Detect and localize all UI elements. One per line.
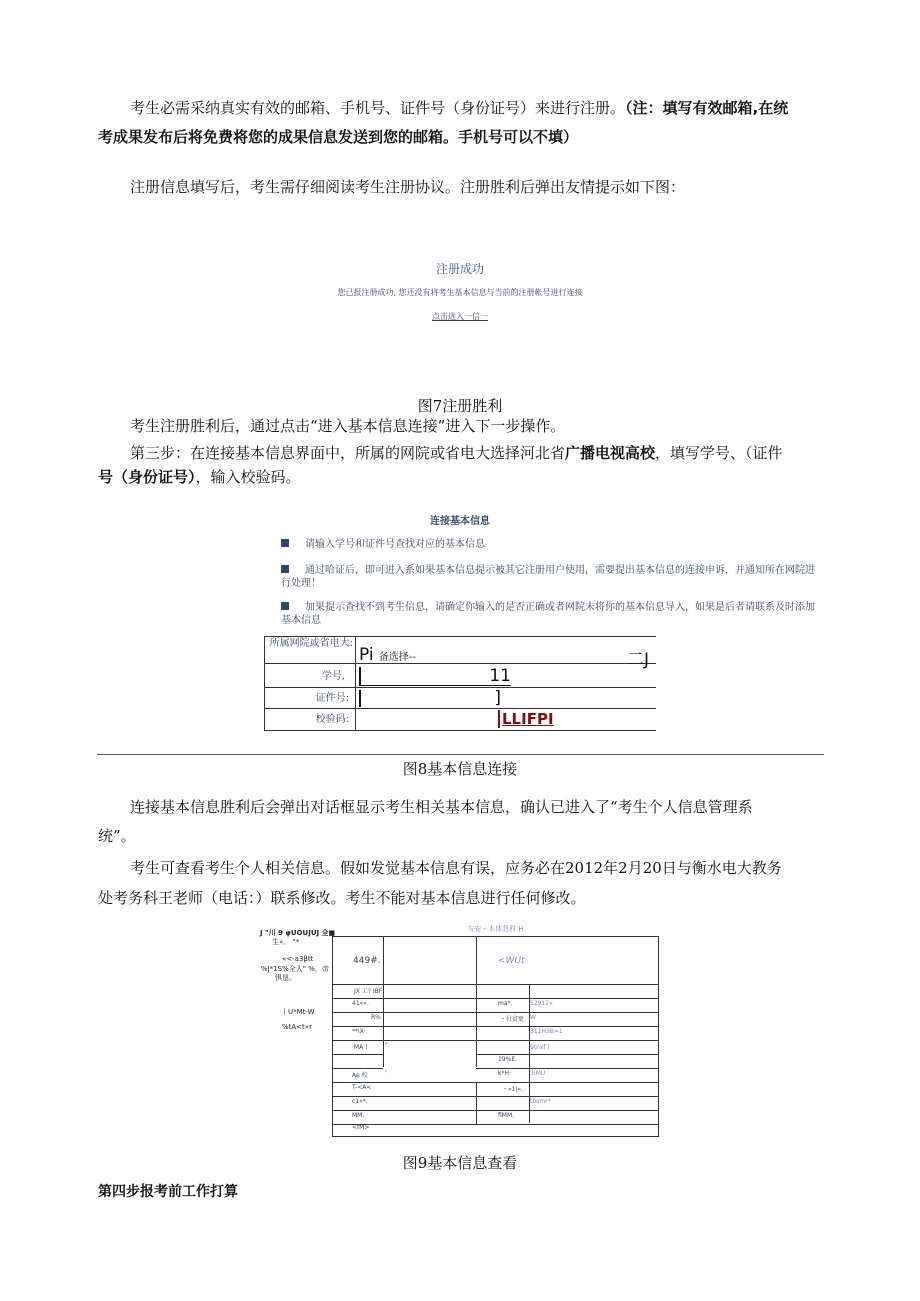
info-cell-text: <fM> [352,1124,370,1131]
side-text: %J*1S%全人" %，帝 [261,965,329,973]
paragraph [98,462,301,492]
info-cell-text: T-<A< [352,1084,372,1091]
info-cell-text: 41««. [352,1000,369,1007]
captcha-image[interactable]: LLIFPI [498,710,554,728]
text: 第三步：在连接基本信息界面中，所属的网院或省电大选择河北省 [130,444,566,462]
text: ，填写学号、（证件 [655,444,783,462]
side-text: 惧垦。 [275,974,296,982]
info-cell-text: flMM. [498,1112,515,1119]
info-title: 与安・本体息科 H [467,925,524,933]
info-cell-text: <WUt [498,956,525,966]
paragraph: 考生可查看考生个人相关信息。假如发觉基本信息有误，应务必在2012年2月20日与衡水电大教务 [130,859,782,877]
dialog-message: 您已报注册成功, 您还没有将考生基本信息与当前的注册帐号进行连接 [337,288,583,297]
continue-link[interactable]: 点击进入一信一 [432,312,488,321]
info-table [332,936,659,1137]
paragraph: 处考务科王老师（电话：）联系修改。考生不能对基本信息进行任何修改。 [98,889,586,907]
info-cell-text: JX 工? IBF [354,988,383,995]
bullet-icon [281,565,289,573]
note-text: （注：填写有效邮箱,在统 [625,99,789,117]
link-form [264,636,656,731]
bullet [281,601,821,627]
dialog-title: 注册成功 [435,262,484,276]
info-cell-text: Ae 校 [352,1072,368,1079]
side-text: 丨U*Mt-W [281,1008,315,1016]
label-id-number: 证件号: [315,693,349,704]
panel-title: 连接基本信息 [430,516,490,527]
bullet-text: 请输入学号和证件号查找对应的基本信息 [305,539,485,550]
side-text: %tA<t»r [282,1023,312,1031]
paragraph: 连接基本信息胜利后会弹出对话框显示考生相关基本信息，确认已进入了“考生个人信息管理系 [130,798,753,816]
bullet [281,538,821,551]
info-cell-text: R% [371,1014,381,1021]
paragraph: 统”。 [98,827,136,845]
figure-caption: 图8基本信息连接 [402,760,518,778]
label-student-id: 学号, [321,671,345,682]
bullet-text: 通过哈证后，即可进入系如果基本信息提示被其它注册用户使用，需要提出基本信息的连接申诉，并通知所在网院进行处理！ [281,565,815,589]
paragraph: 考生注册胜利后，通过点击“进入基本信息连接”进入下一步操作。 [130,417,566,435]
side-text: 生«。 "* [272,938,300,946]
bullet-icon [281,602,289,610]
label-captcha: 校验码: [315,714,349,725]
info-cell-text: W [530,1014,536,1021]
info-cell-text: k*H· [498,1070,511,1077]
student-id-input[interactable]: 11 [359,667,511,686]
info-cell-text: MM. [352,1112,365,1119]
paragraph: 注册信息填写后，考生需仔细阅读考生注册协议。注册胜利后弹出友情提示如下图： [130,178,686,196]
info-cell-text: ・付贫更. [500,1016,526,1023]
side-text: J "川 9 φUOUJUJ 全■ [260,929,336,937]
divider [97,754,824,755]
section-heading: 第四步报考前工作打算 [98,1184,238,1200]
select-prefix: Pi [359,645,374,665]
info-cell-text: ma*. [498,1000,513,1007]
info-cell-text: 52912« [530,1000,553,1007]
side-text: «<-a3βtt [282,955,314,963]
info-cell-text: ". [385,1042,390,1049]
text: 广播电视高校 [565,444,656,462]
info-cell-text: ·MA丨 [352,1044,370,1051]
info-cell-text: ・«1|«. [502,1086,524,1093]
info-cell-text: 3IMU [530,1070,546,1077]
figure-caption: 图9基本信息查看 [402,1154,518,1172]
text: 号（身份证号） [98,468,196,486]
info-cell-text: ' [385,1070,387,1077]
bullet [281,564,821,590]
bullet-text: 加果提示查找不到考生信息，请确定你输入的是否正确或者网院未将你的基本信息导入，如果是后者请联系及时添加基本信息 [281,602,815,626]
figure-caption: 图7注册胜利 [417,397,503,415]
chevron-down-icon: 二J [626,650,649,670]
text: 考生必需采纳真实有效的邮箱、手机号、证件号（身份证号）来进行注册。 [130,99,626,117]
text: ，输入校验码。 [195,468,301,486]
info-cell-text: 311H3B=1 [530,1028,563,1035]
label-school: 所属网院或省电大: [269,638,353,649]
school-select[interactable] [359,645,649,670]
bullet-icon [281,539,289,547]
paragraph: 考成果发布后将免费将您的成果信息发送到您的邮箱。手机号可以不填） [98,128,579,146]
info-cell-text: 9tnxf丨 [530,1044,552,1051]
info-cell-text: tbsmr* [530,1098,551,1105]
id-number-input[interactable]: ] [359,690,501,707]
info-cell-text: **iX· [352,1028,366,1035]
info-cell-text: 19%E. [498,1056,518,1063]
info-cell-text: c1«*. [352,1098,368,1105]
paragraph [130,93,788,123]
select-value: 备选择-- [378,652,416,663]
info-cell-text: 449#. [353,956,381,966]
